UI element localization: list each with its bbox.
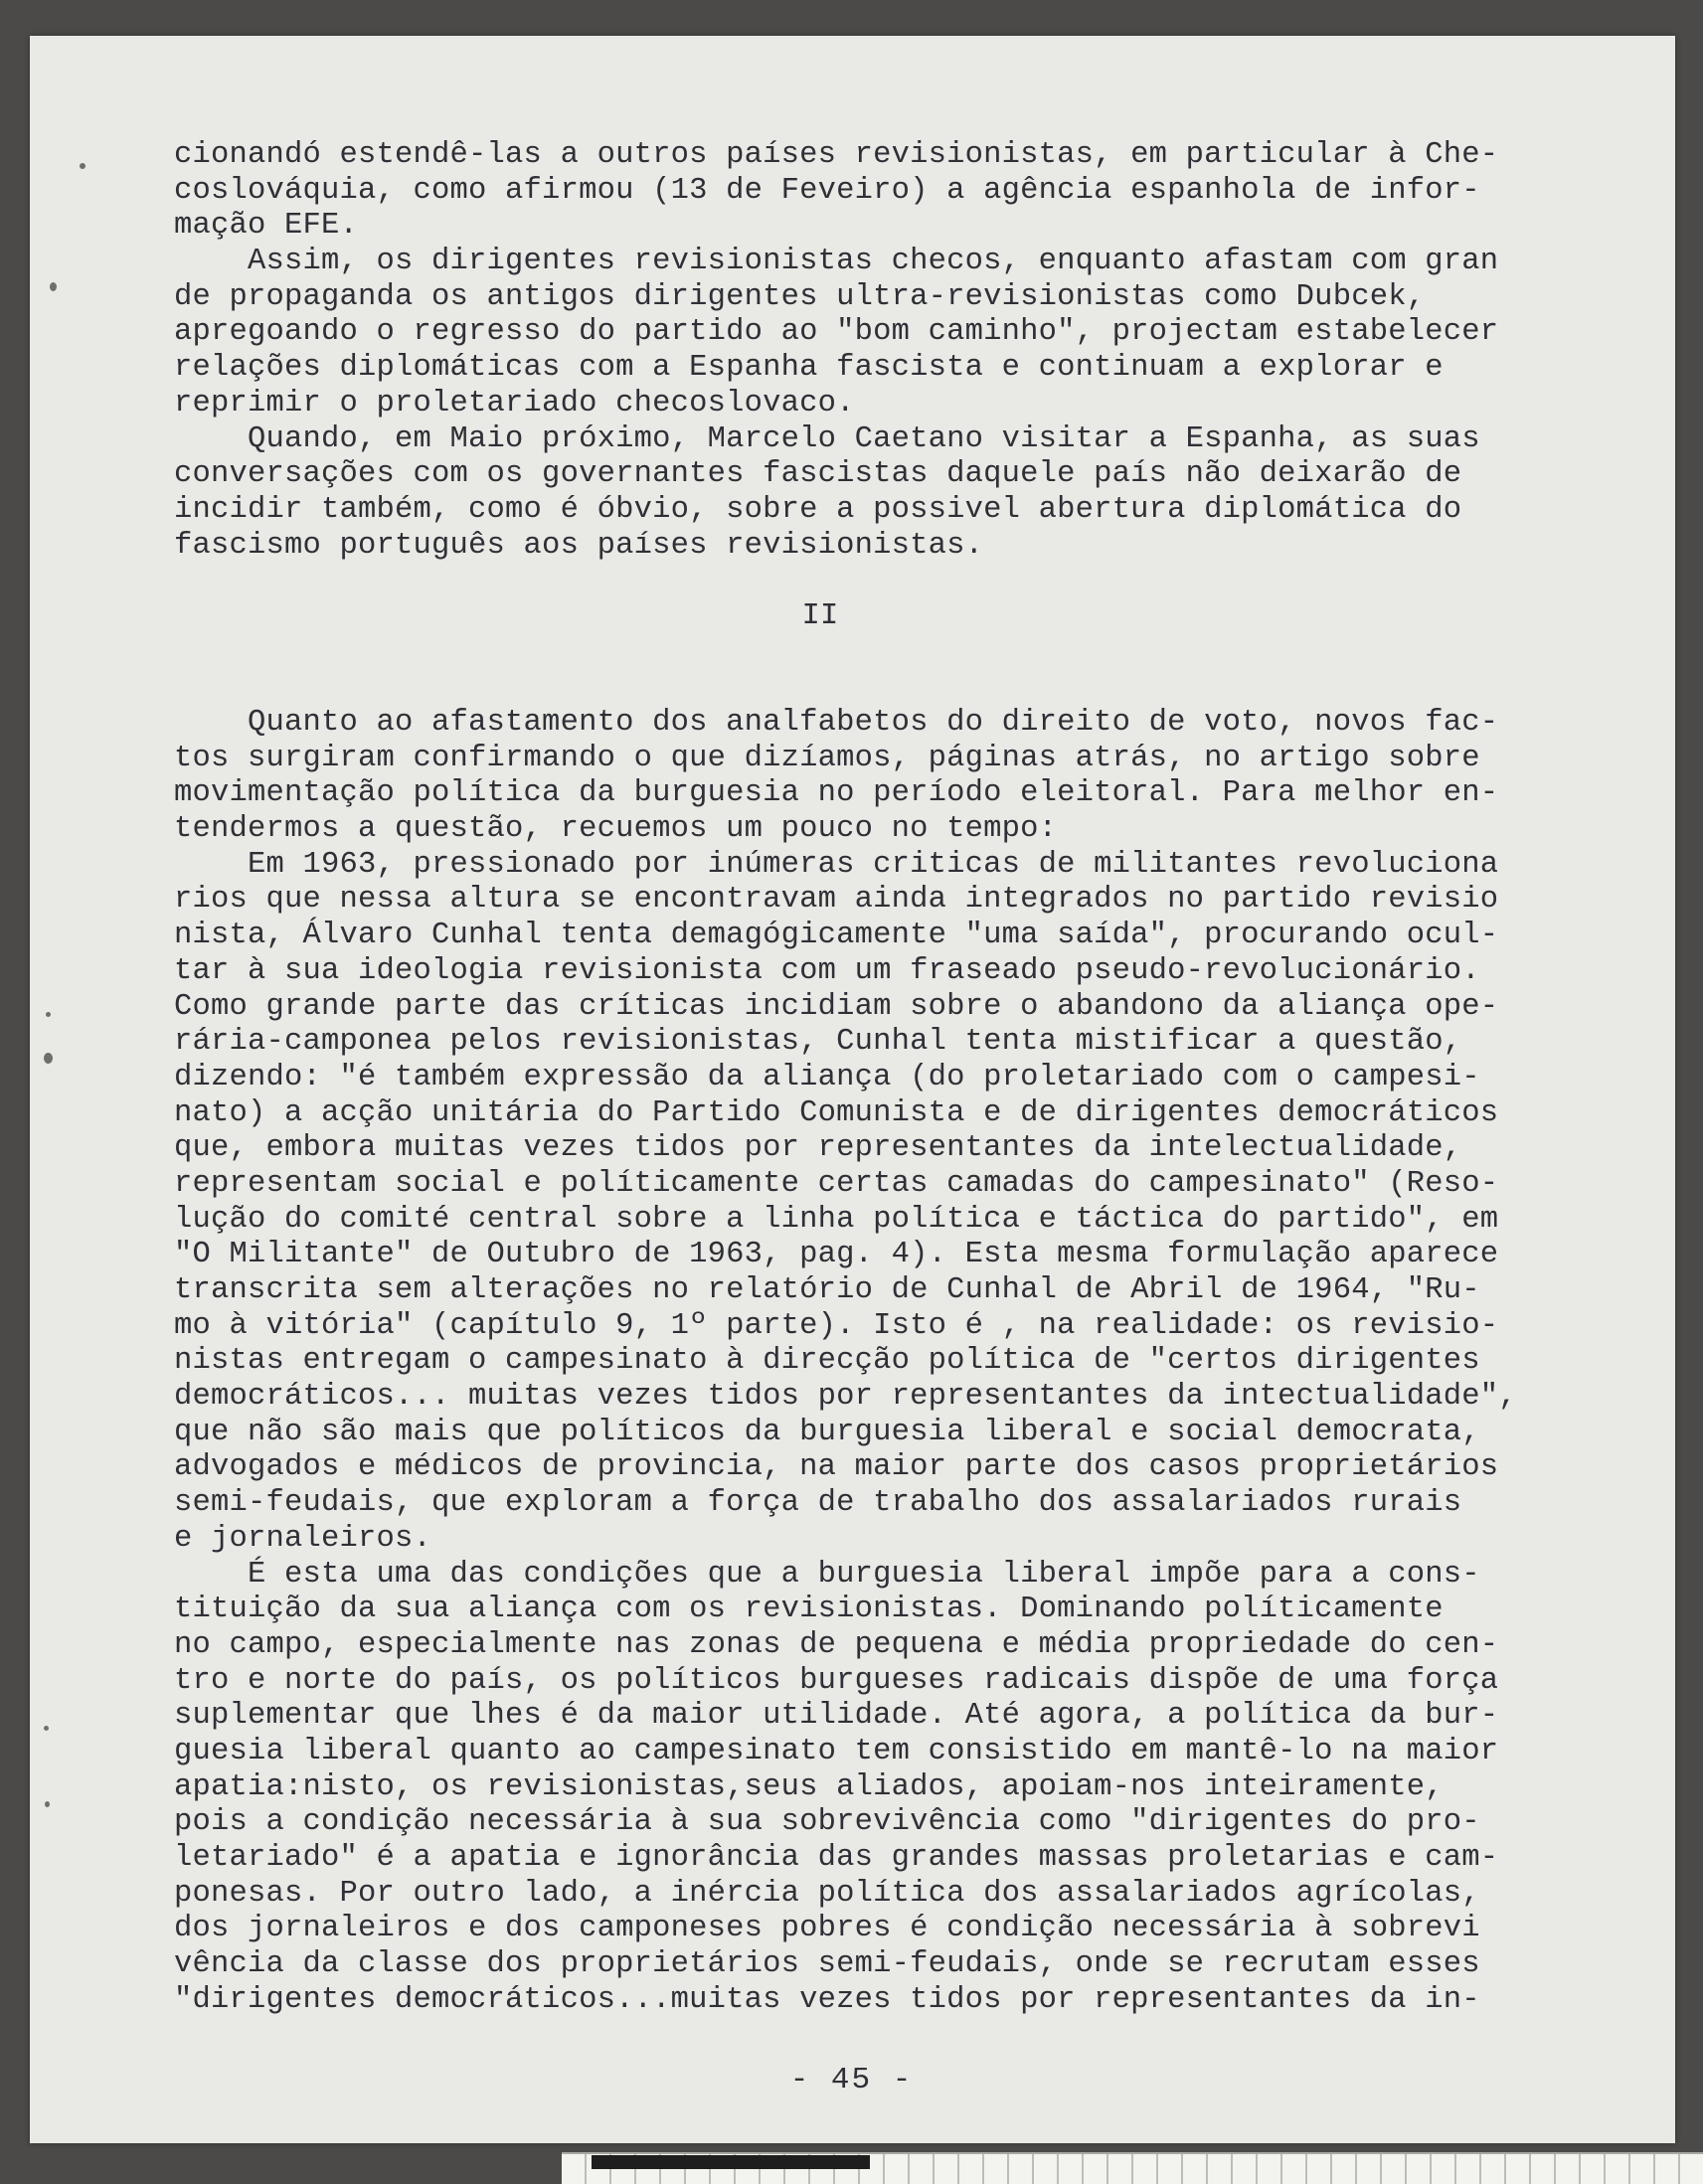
margin-dot [45,1801,50,1807]
text-line: que não são mais que políticos da burguesia liberal e social democrata, [174,1415,1480,1449]
text-line: ponesas. Por outro lado, a inércia política dos assalariados agrícolas, [174,1876,1480,1911]
text-line: pois a condição necessária à sua sobrevivência como "dirigentes do pro- [174,1805,1480,1840]
text-line: que, embora muitas vezes tidos por representantes da intelectualidade, [174,1131,1462,1166]
blank-line [174,670,1635,706]
text-line: rária-camponea pelos revisionistas, Cunhal tenta mistificar a questão, [174,1025,1462,1060]
text-line: tituição da sua aliança com os revisionistas. Dominando políticamente [174,1593,1444,1627]
text-line: transcrita sem alterações no relatório de Cunhal de Abril de 1964, "Ru- [174,1273,1480,1307]
text-line: tendermos a questão, recuemos um pouco no tempo: [174,812,1058,847]
section-numeral: II [801,598,839,633]
text-line: Como grande parte das críticas incidiam sobre o abandono da aliança ope- [174,989,1499,1024]
text-line: conversações com os governantes fascistas daquele país não deixarão de [174,457,1462,492]
text-line: apatia:nisto, os revisionistas,seus aliados, apoiam-nos inteiramente, [174,1769,1444,1804]
margin-dot [44,1053,53,1064]
document-text [174,138,1635,2018]
text-line: dos jornaleiros e dos camponeses pobres é condição necessária à sobrevi [174,1912,1480,1946]
blank-line [174,564,1635,599]
margin-dot [80,163,85,169]
text-line: mação EFE. [174,209,359,244]
margin-dot [46,1012,51,1017]
text-line: e jornaleiros. [174,1521,432,1556]
text-line: Em 1963, pressionado por inúmeras criticas de militantes revoluciona [174,847,1499,882]
text-line: letariado" é a apatia e ignorância das grandes massas proletarias e cam- [174,1841,1499,1875]
text-line: Quanto ao afastamento dos analfabetos do direito de voto, novos fac- [174,706,1499,740]
document-page [30,36,1675,2143]
text-line: nista, Álvaro Cunhal tenta demagógicamente "uma saída", procurando ocul- [174,919,1499,953]
text-line: apregoando o regresso do partido ao "bom caminho", projectam estabelecer [174,315,1499,350]
text-line: de propaganda os antigos dirigentes ultra-revisionistas como Dubcek, [174,279,1426,314]
text-line: fascismo português aos países revisionistas. [174,528,984,563]
text-line: rios que nessa altura se encontravam ainda integrados no partido revisio [174,883,1499,918]
text-line: advogados e médicos de provincia, na maior parte dos casos proprietários [174,1450,1499,1485]
text-line: incidir também, como é óbvio, sobre a possivel abertura diplomática do [174,492,1462,527]
text-line: nato) a acção unitária do Partido Comunista e de dirigentes democráticos [174,1095,1499,1130]
text-line: suplementar que lhes é da maior utilidade. Até agora, a política da bur- [174,1699,1499,1734]
text-line: cionandó estendê-las a outros países revisionistas, em particular à Che- [174,138,1499,172]
blank-line [174,635,1635,671]
text-line: relações diplomáticas com a Espanha fascista e continuam a explorar e [174,351,1444,386]
page-number: - 45 - [789,2063,914,2098]
text-line: mo à vitória" (capítulo 9, 1º parte). Isto é , na realidade: os revisio- [174,1308,1499,1343]
text-line: tar à sua ideologia revisionista com um fraseado pseudo-revolucionário. [174,953,1480,988]
text-line: tro e norte do país, os políticos burgueses radicais dispõe de uma força [174,1663,1499,1698]
margin-dot [50,282,57,291]
text-line: "dirigentes democráticos...muitas vezes tidos por representantes da in- [174,1982,1480,2017]
text-line: nistas entregam o campesinato à direcção política de "certos dirigentes [174,1344,1480,1379]
text-line: reprimir o proletariado checoslovaco. [174,386,855,420]
text-line: coslováquia, como afirmou (13 de Feveiro) a agência espanhola de infor- [174,173,1480,208]
text-line: tos surgiram confirmando o que dizíamos, páginas atrás, no artigo sobre [174,741,1480,775]
text-line: lução do comité central sobre a linha política e táctica do partido", em [174,1202,1499,1237]
text-line: movimentação política da burguesia no período eleitoral. Para melhor en- [174,776,1499,811]
text-line: É esta uma das condições que a burguesia liberal impõe para a cons- [174,1557,1480,1592]
text-line: Quando, em Maio próximo, Marcelo Caetano visitar a Espanha, as suas [174,421,1480,456]
section-one [174,138,1635,564]
scan-ruler-black-band [592,2155,870,2169]
margin-dot [44,1726,49,1731]
text-line: democráticos... muitas vezes tidos por representantes da intectualidade", [174,1380,1517,1415]
text-line: representam social e políticamente certas camadas do campesinato" (Reso- [174,1166,1499,1201]
text-line: semi-feudais, que exploram a força de trabalho dos assalariados rurais [174,1486,1462,1521]
text-line: dizendo: "é também expressão da aliança (do proletariado com o campesi- [174,1060,1480,1094]
text-line: guesia liberal quanto ao campesinato tem consistido em mantê-lo na maior [174,1734,1499,1768]
text-line: "O Militante" de Outubro de 1963, pag. 4). Esta mesma formulação aparece [174,1238,1499,1272]
section-two [174,706,1635,2018]
text-line: Assim, os dirigentes revisionistas checos, enquanto afastam com gran [174,245,1499,279]
text-line: vência da classe dos proprietários semi-feudais, onde se recrutam esses [174,1947,1480,1982]
text-line: no campo, especialmente nas zonas de pequena e média propriedade do cen- [174,1627,1499,1662]
